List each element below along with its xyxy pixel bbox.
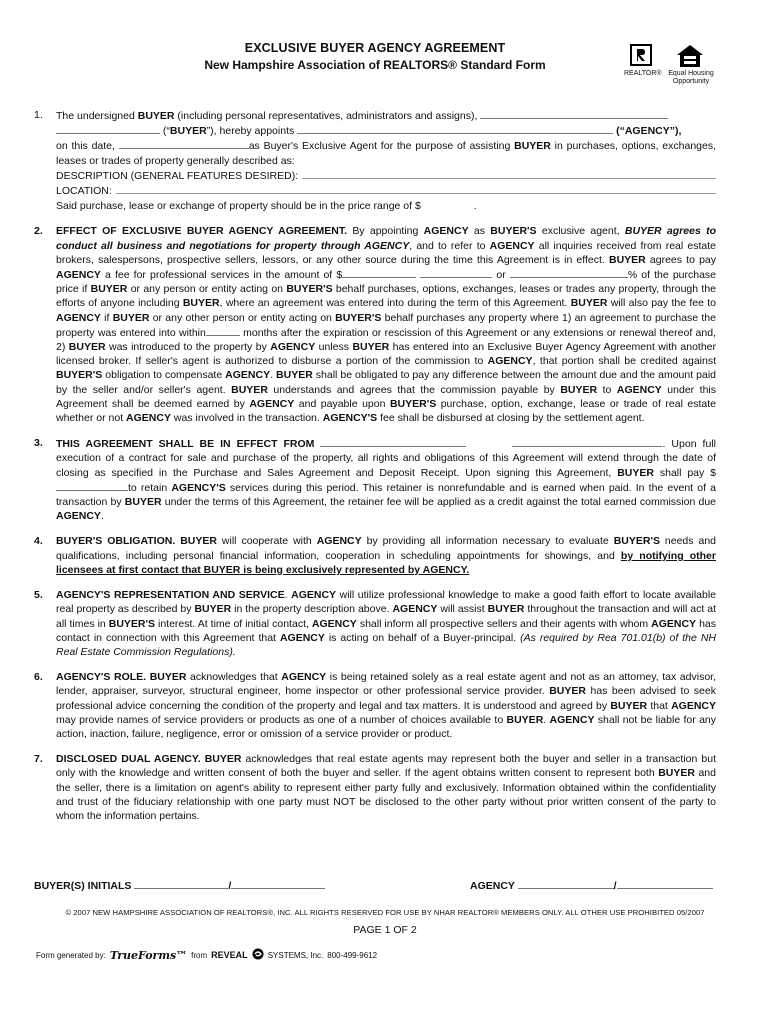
fee-amount-field[interactable] (342, 267, 416, 278)
term-buyer: BUYER (68, 341, 106, 354)
section-7 (34, 752, 716, 823)
section-2 (34, 224, 716, 425)
text: . (270, 369, 277, 382)
equal-housing-caption: Equal Housing Opportunity (668, 70, 714, 85)
text: or any other person or entity acting on (149, 311, 336, 324)
text: months after the expiration or rescission of this Agreement or any extensions or renewal thereof and, 2) (56, 326, 716, 354)
text: has contact in connection with this Agreement that (56, 617, 716, 644)
term-agency: AGENCY (392, 603, 438, 616)
text: interest. At time of initial contact, (155, 617, 312, 630)
buyer-initials-field-1[interactable] (134, 878, 228, 889)
text: will also pay the fee to (607, 297, 716, 310)
term-buyer: BUYER (352, 341, 390, 354)
term-buyer: BUYER (124, 496, 162, 509)
text: by providing all information necessary to evaluate (361, 535, 614, 548)
section-heading: AGENCY'S REPRESENTATION AND SERVICE (56, 589, 285, 602)
text: . (284, 589, 292, 602)
term-buyer: BUYER (549, 685, 586, 698)
section-1 (34, 108, 716, 213)
text: is acting on behalf of a Buyer-principal. (324, 631, 521, 644)
text: will cooperate with (216, 535, 317, 548)
form-header (120, 40, 630, 73)
text: to retain (128, 481, 172, 494)
text: needs and qualifications, including personal financial information, cooperation in scheduling appointments for showings, and (56, 535, 716, 562)
section-heading: EFFECT OF EXCLUSIVE BUYER AGENCY AGREEMENT. (56, 225, 348, 238)
term-agency: AGENCY (249, 397, 295, 410)
text: throughout the transaction and will act at all times in (56, 603, 716, 630)
term-agency: AGENCY (671, 699, 716, 712)
term-agencys: AGENCY'S (171, 481, 226, 494)
description-field[interactable] (302, 168, 716, 179)
text: will assist (437, 603, 488, 616)
slash: / (613, 880, 617, 892)
agreement-body (34, 108, 716, 834)
term-buyer: BUYER (609, 253, 646, 266)
term-buyer: BUYER (560, 383, 598, 396)
underlined-text: by notifying other licensees at first contact that BUYER is being exclusively represented by AGENCY. (56, 549, 716, 576)
text: , and to refer to (409, 239, 490, 252)
fee-amount-field-2[interactable] (420, 267, 492, 278)
term-agency: AGENCY (279, 631, 325, 644)
text: acknowledges that real estate agents may represent both the buyer and seller in a transaction but only with the knowledge and written consent of both the buyer and seller. If the agent obtains written consent to represent both (56, 753, 717, 780)
buyer-name-field[interactable] (480, 108, 668, 119)
text: a fee for professional services in the amount of $ (100, 269, 343, 282)
buyer-name-field-2[interactable] (56, 123, 160, 134)
term-buyers: BUYER'S (335, 311, 382, 324)
systems-label: SYSTEMS, Inc. (267, 950, 324, 960)
text: behalf purchases any property where 1) an agreement to purchase the property was entered into within (56, 311, 716, 339)
logo-group (622, 44, 722, 90)
section-number: 1. (34, 109, 43, 121)
term-agency: AGENCY (651, 617, 697, 630)
section-heading: DISCLOSED DUAL AGENCY. (56, 753, 201, 766)
section-4 (34, 534, 716, 577)
section-1-line-3 (56, 138, 716, 167)
section-number: 5. (34, 589, 43, 602)
section-1-line-2 (56, 123, 716, 138)
price-row (56, 198, 716, 213)
text: has been advised to seek professional advice concerning the condition of the property and legal and tax matters. It is understood and agreed by (56, 685, 716, 712)
text: ”), hereby appoints (206, 125, 295, 138)
term-buyer: BUYER (194, 603, 232, 616)
reveal-logo: REVEAL (211, 950, 248, 960)
text: and payable upon (294, 397, 390, 410)
form-footer (36, 948, 377, 962)
text: is being retained solely as a real estate agent and not as an attorney, tax advisor, lender, appraiser, surveyor, structural engineer, home inspector or other professional service provider. (56, 671, 716, 698)
section-number: 7. (34, 753, 43, 766)
price-label: Said purchase, lease or exchange of property should be in the price range of $ (56, 200, 421, 213)
section-heading: BUYER'S OBLIGATION. BUYER (56, 535, 217, 548)
term-agency: AGENCY (56, 269, 101, 282)
term-agency: AGENCY (489, 239, 535, 252)
text: , where an agreement was entered into during the term of this Agreement. (219, 297, 571, 310)
term-buyers: BUYER'S (613, 535, 660, 548)
end-date-field[interactable] (512, 436, 662, 447)
text: may provide names of service providers or products as one of a number of choices available to (56, 713, 507, 726)
text: or any person or entity acting on (127, 283, 287, 296)
term-agency: AGENCY (487, 355, 533, 368)
term-buyers: BUYER'S (490, 225, 537, 238)
text: on this date, (56, 140, 115, 153)
text: By appointing (347, 225, 424, 238)
agency-initials-field-1[interactable] (518, 878, 614, 889)
text: was introduced to the property by (105, 341, 271, 354)
section-5 (34, 588, 716, 659)
text: . (473, 200, 477, 213)
term-agency: AGENCY (126, 412, 171, 425)
page-number: PAGE 1 OF 2 (353, 924, 417, 936)
section-number: 3. (34, 437, 43, 450)
text: The undersigned (56, 110, 138, 122)
text: and the seller, there is a limitation on agent's ability to represent either party fully and exclusively. Information obtained within the confidentiality and trust of the fiduciary relationship with one party must NOT be disclosed to the other party without prior written consent of the party to whom the information pertains. (56, 767, 716, 822)
text: under this Agreement shall be deemed earned by (56, 383, 717, 410)
section-number: 2. (34, 225, 43, 238)
slash: / (228, 880, 232, 892)
realtor-caption: REALTOR® (624, 70, 662, 77)
text: services during this period. This retainer is nonrefundable and is earned when paid. In the event of a transaction by (56, 481, 716, 509)
start-date-field[interactable] (320, 436, 466, 447)
text: exclusive agent, (536, 225, 625, 238)
section-number: 6. (34, 671, 43, 684)
text: under the terms of this Agreement, the retainer fee will be applied as a credit against the total earned commission due (161, 496, 716, 509)
term-buyers: BUYER'S (56, 369, 103, 382)
text: has entered into an Exclusive Buyer Agency Agreement with another licensed broker. If seller's agent is authorized to disburse a portion of the commission to (56, 341, 717, 368)
term-buyer: BUYER (231, 383, 268, 396)
term-buyer: BUYER (506, 713, 544, 726)
from-label: from (191, 950, 208, 960)
agency-name-field[interactable] (297, 123, 613, 134)
text: shall inform all prospective sellers and their agents with whom (356, 617, 652, 630)
term-agency: AGENCY (291, 589, 337, 602)
term-agency: AGENCY (316, 535, 362, 548)
text: if (100, 311, 113, 324)
reveal-swirl-icon (252, 948, 264, 962)
term-buyer: BUYER (514, 140, 551, 153)
text: all inquiries received from real estate brokers, salespersons, prospective sellers, lessors, or any other source during the time this Agreement is in effect. (56, 239, 716, 266)
text: acknowledges that (186, 671, 282, 684)
term-buyer: BUYER (617, 466, 654, 479)
term-agency: AGENCY (56, 311, 101, 324)
term-buyers: BUYER'S (108, 617, 155, 630)
term-agency: AGENCY (281, 671, 327, 684)
buyer-initials-label: BUYER(S) INITIALS (34, 880, 132, 892)
generated-by-label: Form generated by: (36, 950, 106, 960)
term-buyer: BUYER (169, 125, 207, 138)
term-buyers: BUYER'S (286, 283, 333, 296)
term-buyer: BUYER (90, 283, 128, 296)
term-buyers: BUYER'S (389, 397, 437, 410)
term-buyer: BUYER (204, 753, 242, 766)
equal-housing-icon (676, 44, 704, 68)
section-6 (34, 670, 716, 741)
term-buyer: BUYER (182, 297, 220, 310)
location-row (56, 183, 716, 198)
agency-initials-label: AGENCY (470, 880, 515, 892)
text: obligation to compensate (102, 369, 226, 382)
section-1-line-1 (56, 108, 716, 123)
text: as (468, 225, 491, 238)
term-buyer: BUYER (610, 699, 648, 712)
term-agency: AGENCY (311, 617, 357, 630)
text: purchase, option, exchange, lease or trade of real estate whether or not (56, 397, 717, 425)
text: in purchases, options, exchanges, leases or trades of property generally described as: (56, 140, 716, 167)
term-agency: AGENCY (270, 341, 316, 354)
fee-percent-field[interactable] (510, 267, 628, 278)
text: as Buyer's Exclusive Agent for the purpose of assisting (248, 140, 515, 153)
term-agency: AGENCY (225, 369, 271, 382)
text: fee shall be disbursed at closing by the settlement agent. (377, 412, 645, 425)
term-buyer: BUYER (149, 671, 187, 684)
term-buyer: BUYER (137, 110, 175, 122)
text: % of the purchase price if (56, 269, 717, 296)
term-agency: AGENCY (56, 510, 101, 523)
buyer-initials-field-2[interactable] (231, 878, 325, 889)
text: shall be obligated to pay any difference between the amount due and the amount paid by the seller and/or seller's agent. (56, 369, 716, 396)
term-buyer: BUYER (276, 369, 313, 382)
trueforms-logo: TrueForms™ (109, 948, 188, 962)
text: behalf purchases, options, exchanges, leases or trades any property, through the efforts of anyone including (56, 283, 717, 310)
date-field[interactable] (119, 138, 249, 149)
months-field[interactable] (206, 325, 240, 336)
price-field[interactable] (424, 198, 474, 209)
realtor-logo-icon (630, 44, 652, 66)
copyright-notice: © 2007 NEW HAMPSHIRE ASSOCIATION OF REALTORS®, INC. ALL RIGHTS RESERVED FOR USE BY NHAR REALTOR® MEMBERS ONLY. ALL OTHER USE PROHIBITED 05/2007 (65, 908, 705, 917)
text: that (647, 699, 672, 712)
agency-initials-field-2[interactable] (617, 878, 713, 889)
regulation-citation: (As required by Rea 701.01(b) of the NH Real Estate Commission Regulations). (56, 631, 716, 658)
text: understands and agrees that the commission payable by (267, 383, 561, 396)
term-buyer: BUYER (658, 767, 695, 780)
text: shall pay $ (653, 466, 717, 479)
description-label: DESCRIPTION (GENERAL FEATURES DESIRED): (56, 169, 299, 182)
term-agency: AGENCY (549, 713, 595, 726)
text: in the property description above. (231, 603, 393, 616)
phone-number: 800-499-9612 (327, 950, 378, 960)
agency-initials (470, 878, 713, 892)
section-heading: AGENCY'S ROLE. (56, 671, 147, 684)
text: (including personal representatives, administrators and assigns), (174, 110, 478, 122)
term-agencys: AGENCY'S (322, 412, 378, 425)
term-buyer: BUYER (570, 297, 608, 310)
description-row (56, 168, 716, 183)
emphasis-text: BUYER agrees to conduct all business and negotiations for property through AGENCY (56, 225, 716, 252)
form-subtitle: New Hampshire Association of REALTORS® Standard Form (204, 58, 546, 72)
section-3 (34, 436, 716, 523)
text: agrees to pay (645, 253, 717, 266)
location-label: LOCATION: (56, 185, 112, 198)
text: , that portion shall be credited against (532, 355, 717, 368)
term-agency: (“AGENCY”), (613, 125, 682, 138)
section-number: 4. (34, 535, 43, 548)
location-field[interactable] (116, 183, 716, 194)
form-title: EXCLUSIVE BUYER AGENCY AGREEMENT (244, 41, 506, 55)
text: . (543, 713, 550, 726)
text: . (100, 510, 104, 523)
text: . Upon full execution of a contract for sale and purchase of the property, all rights and obligations of this Agreement will extend through the date of closing as specified in the Purchase and Sales Agreement and Deposit Receipt. Upon signing this Agreement, (56, 438, 716, 479)
text: was involved in the transaction. (170, 412, 323, 425)
buyer-initials (34, 878, 325, 892)
term-agency: AGENCY (616, 383, 662, 396)
text: to (597, 383, 617, 396)
section-heading: THIS AGREEMENT SHALL BE IN EFFECT FROM (56, 438, 315, 451)
text: (“ (160, 125, 170, 138)
text: unless (315, 341, 353, 354)
term-buyer: BUYER (112, 311, 150, 324)
term-buyer: BUYER (487, 603, 525, 616)
text: or (492, 269, 510, 282)
term-agency: AGENCY (423, 225, 469, 238)
text: will utilize professional knowledge to make a good faith effort to locate available real property as described by (56, 589, 717, 616)
retainer-field[interactable] (56, 480, 128, 491)
text: shall not be liable for any action, inaction, failure, negligence, error or omission of a service provider or product. (56, 713, 716, 740)
